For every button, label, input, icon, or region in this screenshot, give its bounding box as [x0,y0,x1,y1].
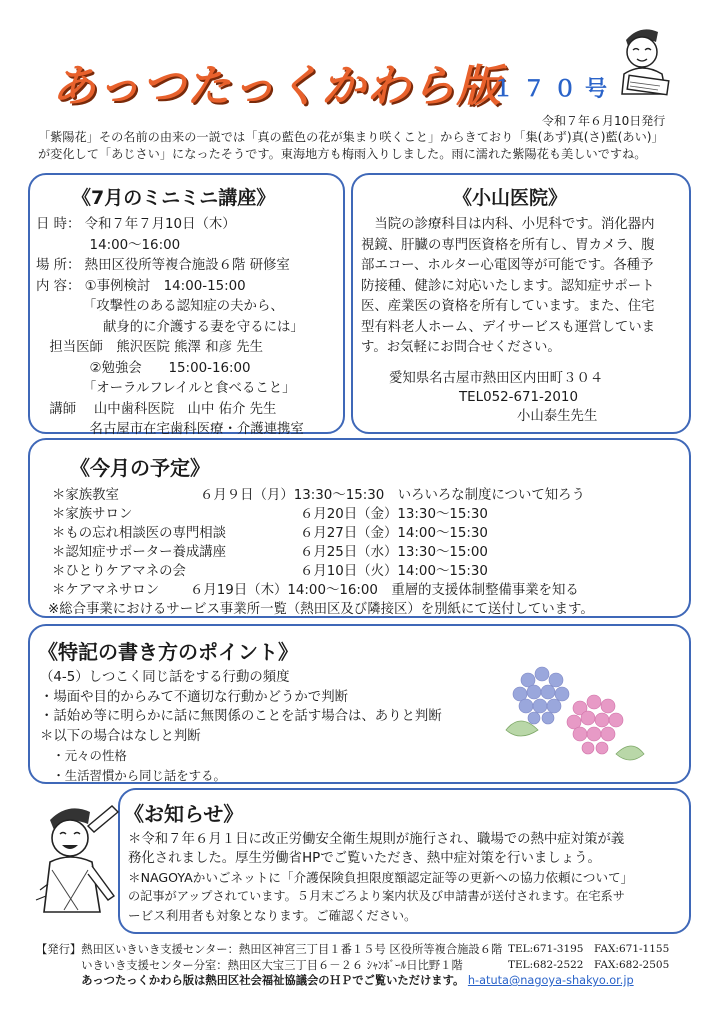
clinic-box [351,173,691,434]
schedule-item-date: ６月９日（月）13:30〜15:30 いろいろな制度について知ろう [200,488,585,503]
lecture-line: 内 容： ①事例検討 14:00-15:00 [36,278,246,294]
schedule-item-name: ＊もの忘れ相談医の専門相談 [52,526,227,541]
lecture-line: 献身的に介護する妻を守るには」 [36,319,304,335]
clinic-tel: TEL052-671-2010 [459,390,578,405]
notice-box [118,788,691,934]
points-heading: 《特記の書き方のポイント》 [38,640,298,664]
lecture-line: 「オーラルフレイルと食べること」 [36,381,296,396]
notice-line: ービス利用者も対象となります。ご確認ください。 [128,908,417,923]
intro-text [38,129,698,163]
clinic-line: 視鏡、肝臓の専門医資格を所有し、胃カメラ、腹 [361,237,655,253]
notice-line: の記事がアップされています。５月末ごろより案内状及び申請書が送付されます。在宅系サ [128,889,625,903]
notice-heading: 《お知らせ》 [124,802,244,826]
notice-body [128,830,633,925]
mini-lecture-body [36,215,304,441]
newsletter-title: あっつたっくかわら版 [52,61,502,112]
schedule-item-name: ＊家族サロン [52,507,133,522]
mini-lecture-box [28,173,345,437]
footer-publisher: 【発行】熱田区いきいき支援センター：熱田区神宮三丁目１番１５号 区役所等複合施設６階 [36,943,503,956]
clinic-address: 愛知県名古屋市熱田区内田町３０４ [389,371,604,386]
schedule-box [28,438,691,618]
lecture-line: 担当医師 熊沢医院 熊澤 和彦 先生 [36,340,264,355]
points-line: （4-5）しつこく同じ話をする行動の頻度 [40,670,290,685]
intro-line-2: が変化して「あじさい」になったそうです。東海地方も梅雨入りしました。雨に濡れた紫陽花も美しいですね。 [38,147,647,161]
footer-tel-2: TEL:682-2522 FAX:682-2505 [508,958,670,971]
lecture-line: 14:00〜16:00 [36,237,181,253]
footer-branch: いきいき支援センター分室：熱田区大宝三丁目６－２６ ｼｬﾝﾎﾞｰﾙ日比野１階 [36,958,463,972]
schedule-item-name: ＊ひとりケアマネの会 [52,564,186,579]
schedule-note: ※総合事業におけるサービス事業所一覧（熱田区及び隣接区）を別紙にて送付しています。 [48,602,594,617]
schedule-item-name: ＊認知症サポーター養成講座 [52,545,227,560]
points-body [40,668,442,785]
notice-line: 務化されました。厚生労働省HPでご覧いただき、熱中症対策を行いましょう。 [128,851,601,866]
clinic-line: 型有料老人ホーム、デイサービスも運営していま [361,319,656,335]
intro-line-1: 「紫陽花」その名前の由来の一説では「真の藍色の花が集まり咲くこと」からきており「集(あず)真(さ)藍(あい)」 [38,130,664,144]
clinic-doctor: 小山泰生先生 [517,409,598,424]
footer [36,942,696,989]
points-line: ・話始め等に明らかに話に無関係のことを話す場合は、ありと判断 [40,709,442,724]
clinic-line: 防接種、健診に対応いたします。認知症サポート [361,278,655,294]
clinic-line: す。お気軽にお問合せください。 [361,340,561,355]
footer-tel-1: TEL:671-3195 FAX:671-1155 [508,943,670,955]
points-line: ・場面や目的からみて不適切な行動かどうかで判断 [40,689,348,705]
points-line: ・元々の性格 [40,748,127,763]
schedule-heading: 《今月の予定》 [70,456,210,480]
points-line: ・生活習慣から同じ話をする。 [40,767,226,783]
schedule-item-date: ６月27日（金）14:00〜15:30 [300,526,488,541]
schedule-item-date: ６月19日（木）14:00〜16:00 重層的支援体制整備事業を知る [190,583,579,598]
lecture-line: 日 時： 令和７年７月10日（木） [36,217,236,232]
footer-line-3 [36,973,696,989]
lecture-line: 講師 山中歯科医院 山中 佑介 先生 [36,401,277,417]
publish-date: 令和７年６月10日発行 [542,114,666,128]
issue-number: １７０号 [492,77,617,102]
mini-lecture-heading: 《7月のミニミニ講座》 [72,187,276,209]
notice-line: ＊令和７年６月１日に改正労働安全衛生規則が施行され、職場での熱中症対策が義 [128,832,625,847]
footer-line-2 [36,958,696,974]
schedule-item-date: ６月20日（金）13:30〜15:30 [300,507,488,522]
mascot-cheering-illustration [30,800,130,918]
clinic-line: 部エコー、ホルター心電図等が可能です。各種予 [361,258,654,273]
schedule-item-name: ＊家族教室 [52,488,119,503]
footer-web-note: あっつたっくかわら版は熱田区社会福祉協議会のＨＰでご覧いただけます。 [36,974,465,987]
schedule-list [48,486,682,617]
lecture-line: 名古屋市在宅歯科医療・介護連携室 [36,422,304,437]
clinic-line: 医、産業医の資格を所有しています。また、住宅 [361,299,655,314]
footer-line-1 [36,942,696,958]
lecture-line: 「攻撃性のある認知症の夫から、 [36,299,284,314]
schedule-item-name: ＊ケアマネサロン [52,583,160,598]
lecture-line: ②勉強会 15:00-16:00 [36,360,251,376]
schedule-item-date: ６月25日（水）13:30〜15:00 [300,545,488,560]
clinic-heading: 《小山医院》 [453,187,568,209]
clinic-body [361,215,655,359]
lecture-line: 場 所： 熱田区役所等複合施設６階 研修室 [36,258,290,273]
notice-line: ＊NAGOYAかいごネットに「介護保険負担限度額認定証等の更新への協力依頼について」 [128,870,634,885]
footer-email-link[interactable]: h-atuta@nagoya-shakyo.or.jp [467,974,634,987]
points-line: ＊以下の場合はなしと判断 [40,728,201,744]
mascot-reading-illustration [606,22,686,100]
clinic-line: 当院の診療科目は内科、小児科です。消化器内 [361,217,655,232]
schedule-item-date: ６月10日（火）14:00〜15:30 [300,564,488,579]
hydrangea-illustration [498,650,646,770]
